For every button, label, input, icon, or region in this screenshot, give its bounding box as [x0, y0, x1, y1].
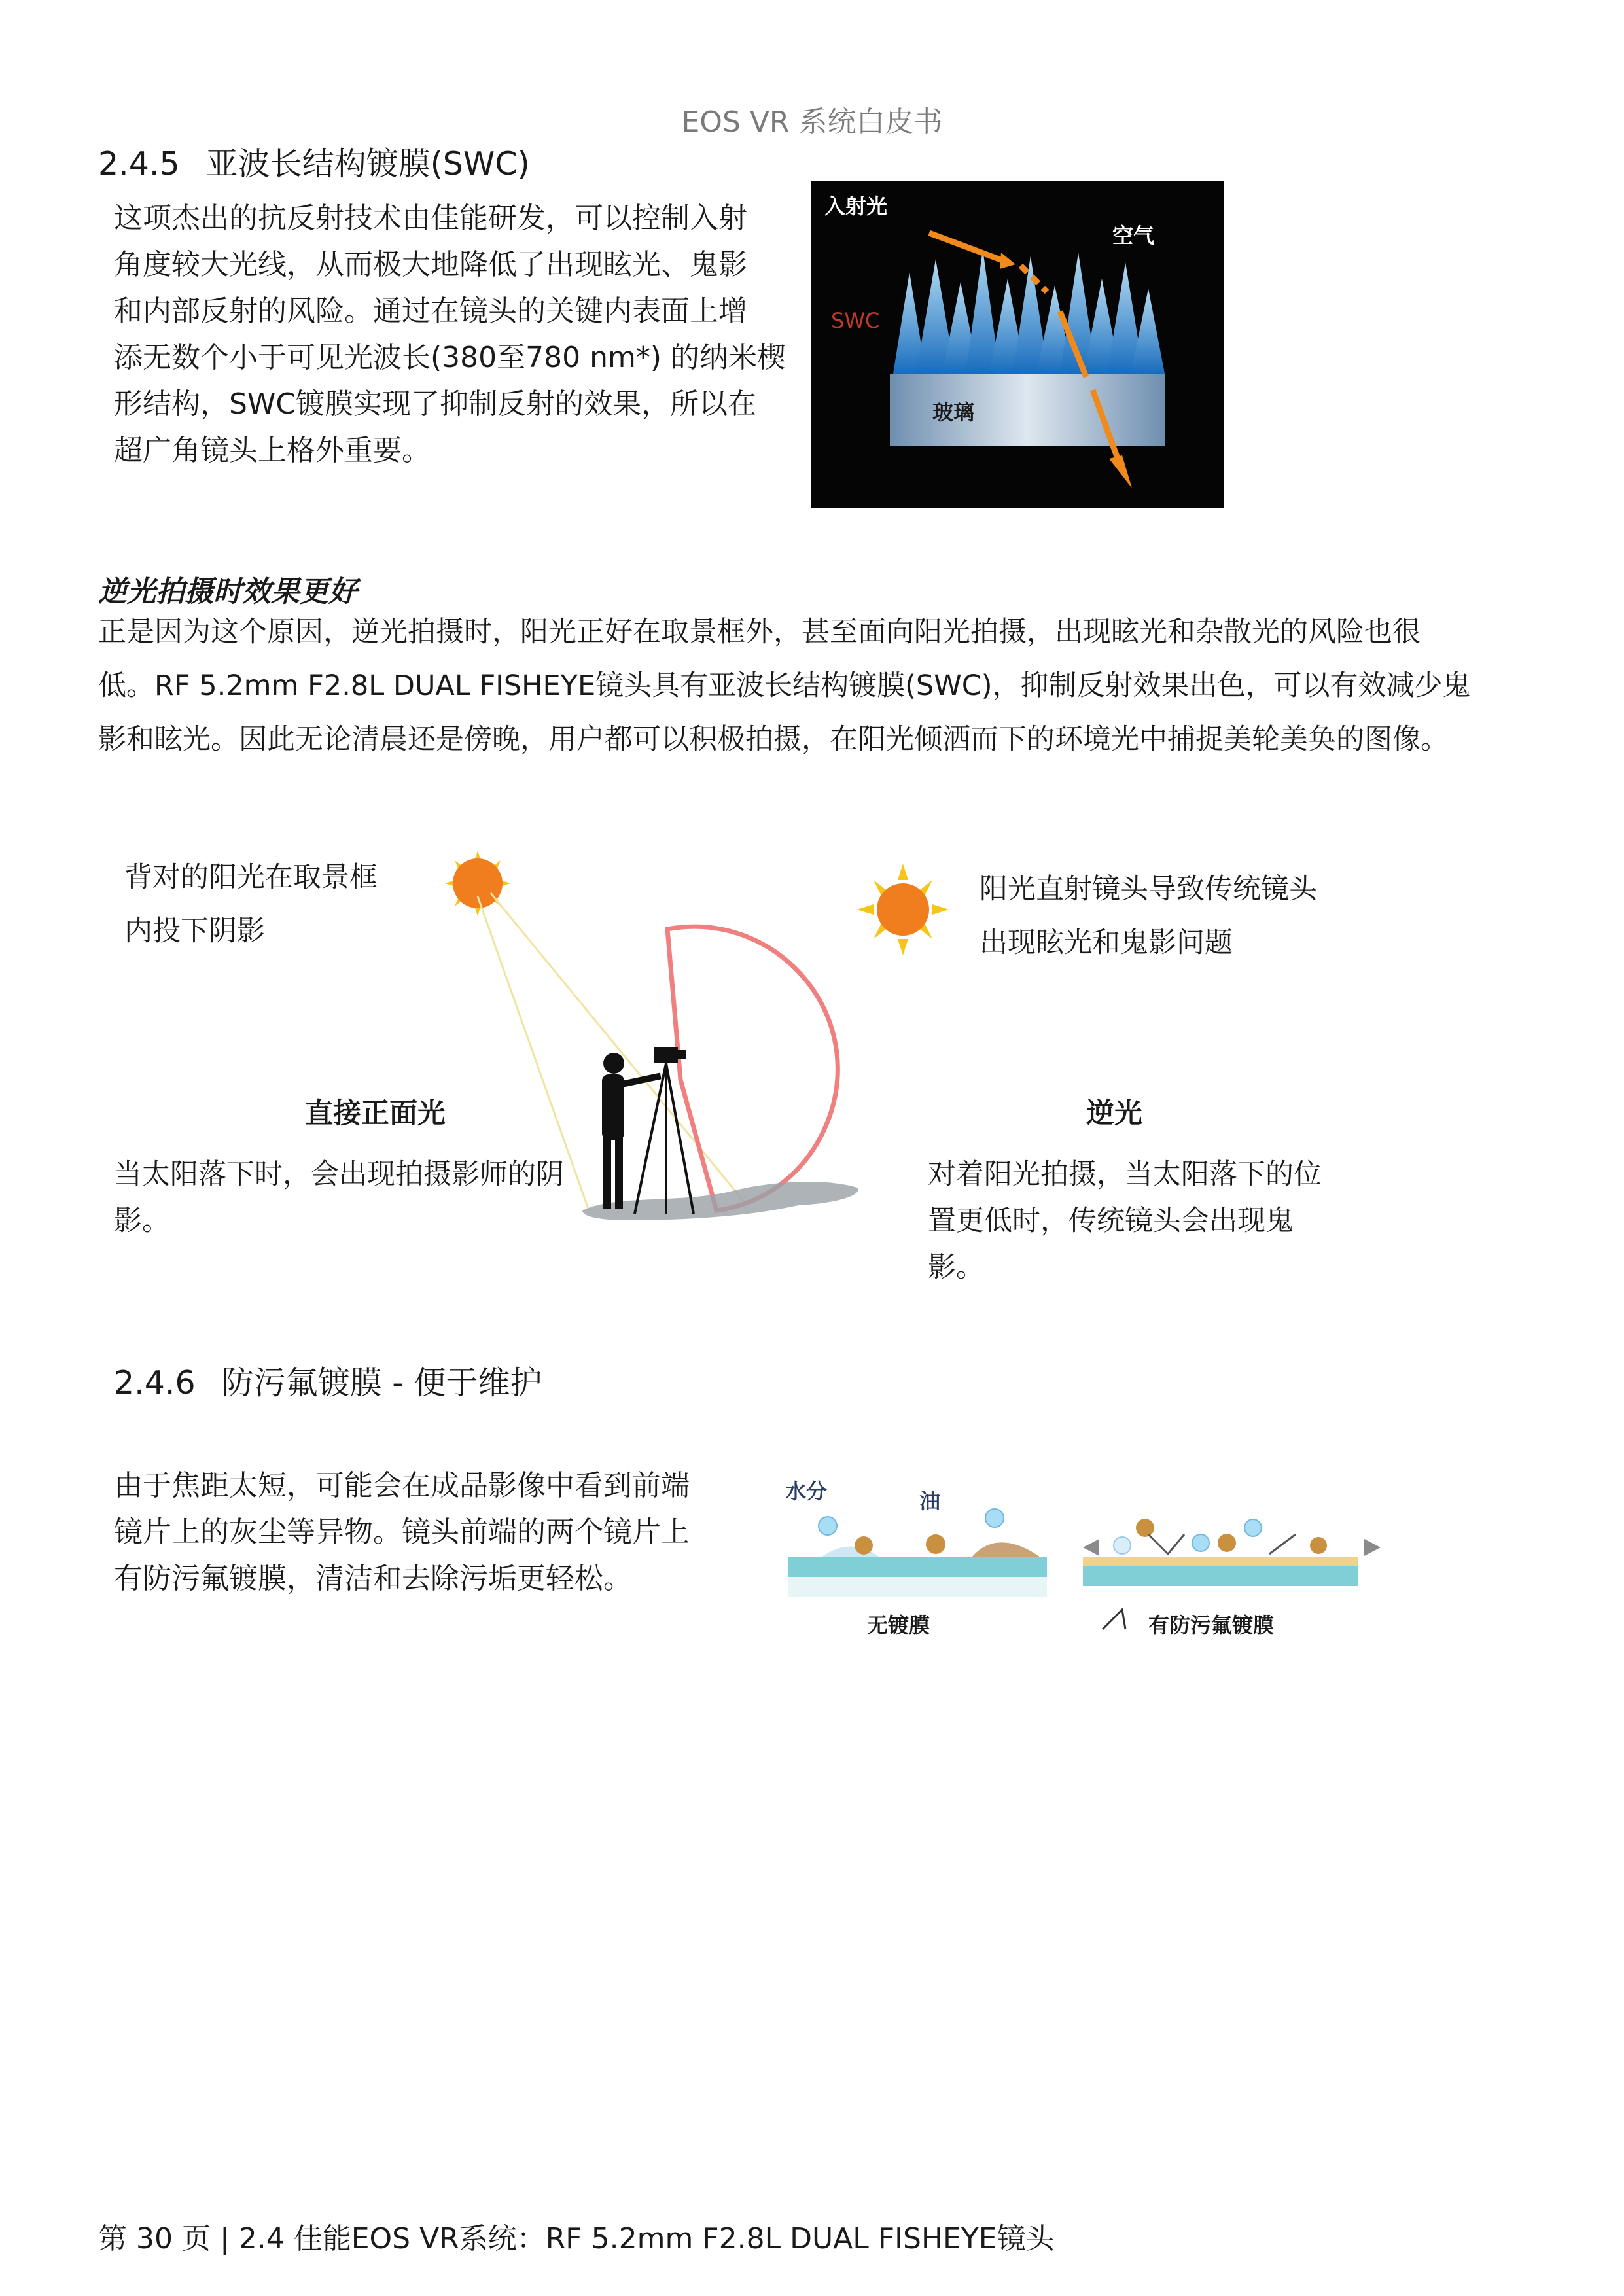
water-droplet	[985, 1509, 1004, 1527]
water-droplet	[1114, 1537, 1131, 1554]
backlight-title: 逆光	[1086, 1097, 1142, 1130]
section-title: 防污氟镀膜 - 便于维护	[221, 1364, 542, 1402]
photographer-silhouette	[602, 1047, 686, 1209]
swc-label: SWC	[831, 308, 880, 333]
water-droplet	[1244, 1519, 1262, 1536]
section-heading-245	[98, 139, 530, 185]
note-line: 出现眩光和鬼影问题	[980, 927, 1233, 959]
backlight-heading: 逆光拍摄时效果更好	[98, 575, 357, 609]
oil-droplet	[1310, 1537, 1327, 1554]
with-coating-label: 有防污氟镀膜	[1148, 1613, 1275, 1638]
uncoated-lens-surface	[788, 1557, 1047, 1577]
water-droplet	[1192, 1534, 1209, 1551]
front-light-desc	[114, 1152, 564, 1245]
note-line: 背对的阳光在取景框	[124, 861, 378, 894]
paragraph-line: 正是因为这个原因，逆光拍摄时，阳光正好在取景框外，甚至面向阳光拍摄，出现眩光和杂散光的风险也很	[98, 616, 1421, 648]
caption-line: 影。	[114, 1205, 170, 1237]
coated-lens-surface	[1083, 1566, 1358, 1586]
glass-layer	[890, 374, 1165, 446]
paragraph-line: 影和眩光。因此无论清晨还是傍晚，用户都可以积极拍摄，在阳光倾洒而下的环境光中捕捉美轮美奂的图像。	[98, 723, 1449, 756]
section-number: 2.4.5	[98, 145, 180, 183]
oil-droplet	[855, 1536, 873, 1555]
paragraph-line: 这项杰出的抗反射技术由佳能研发，可以控制入射	[114, 202, 747, 235]
sun-icon	[851, 860, 955, 959]
paragraph-line: 有防污氟镀膜，清洁和去除污垢更轻松。	[114, 1562, 632, 1595]
paragraph-line: 由于焦距太短，可能会在成品影像中看到前端	[114, 1469, 690, 1502]
caption-line: 影。	[928, 1251, 984, 1284]
page-header: EOS VR 系统白皮书	[681, 105, 943, 139]
coating-paragraph	[114, 1462, 690, 1602]
oil-droplet	[926, 1534, 945, 1554]
caption-line: 置更低时，传统镜头会出现鬼	[928, 1205, 1294, 1237]
paragraph-line: 和内部反射的风险。通过在镜头的关键内表面上增	[114, 294, 747, 328]
backlight-paragraph	[98, 605, 1471, 766]
tripod	[635, 1063, 694, 1214]
photographer-shadow	[582, 1182, 858, 1220]
section-heading-246	[114, 1358, 542, 1404]
swc-diagram	[811, 181, 1224, 508]
swc-paragraph	[114, 195, 786, 474]
field-of-view-arc	[667, 927, 838, 1210]
note-line: 内投下阴影	[124, 915, 265, 947]
paragraph-line: 镜片上的灰尘等异物。镜头前端的两个镜片上	[114, 1515, 690, 1549]
oil-label: 油	[919, 1489, 941, 1513]
page-footer: 第 30 页 | 2.4 佳能EOS VR系统：RF 5.2mm F2.8L DUAL FISHEYE镜头	[98, 2222, 1055, 2255]
water-label: 水分	[785, 1479, 828, 1504]
incident-light-label: 入射光	[824, 194, 888, 219]
caption-line: 对着阳光拍摄，当太阳落下的位	[928, 1158, 1322, 1191]
oil-droplet	[1218, 1534, 1236, 1552]
note-line: 阳光直射镜头导致传统镜头	[980, 873, 1317, 906]
coating-diagram	[782, 1466, 1384, 1642]
paragraph-line: 形结构，SWC镀膜实现了抑制反射的效果，所以在	[114, 387, 757, 421]
paragraph-line: 超广角镜头上格外重要。	[114, 434, 431, 467]
paragraph-line: 添无数个小于可见光波长(380至780 nm*) 的纳米楔	[114, 341, 786, 374]
right-note	[980, 862, 1317, 970]
paragraph-line: 低。RF 5.2mm F2.8L DUAL FISHEYE镜头具有亚波长结构镀膜(SWC)，抑制反射效果出色，可以有效减少鬼	[98, 669, 1471, 702]
section-title: 亚波长结构镀膜(SWC)	[205, 145, 530, 183]
glass-label: 玻璃	[932, 400, 975, 425]
section-number: 2.4.6	[114, 1364, 196, 1402]
paragraph-line: 角度较大光线，从而极大地降低了出现眩光、鬼影	[114, 248, 747, 281]
oil-droplet	[1136, 1519, 1154, 1537]
air-label: 空气	[1112, 223, 1155, 248]
water-droplet	[819, 1517, 837, 1535]
caption-line: 当太阳落下时，会出现拍摄影师的阴	[114, 1158, 564, 1191]
front-light-title: 直接正面光	[305, 1097, 446, 1130]
left-note	[124, 851, 378, 958]
fluorine-coating-layer	[1083, 1557, 1358, 1566]
backlight-desc	[928, 1152, 1322, 1291]
no-coating-label: 无镀膜	[867, 1613, 930, 1638]
